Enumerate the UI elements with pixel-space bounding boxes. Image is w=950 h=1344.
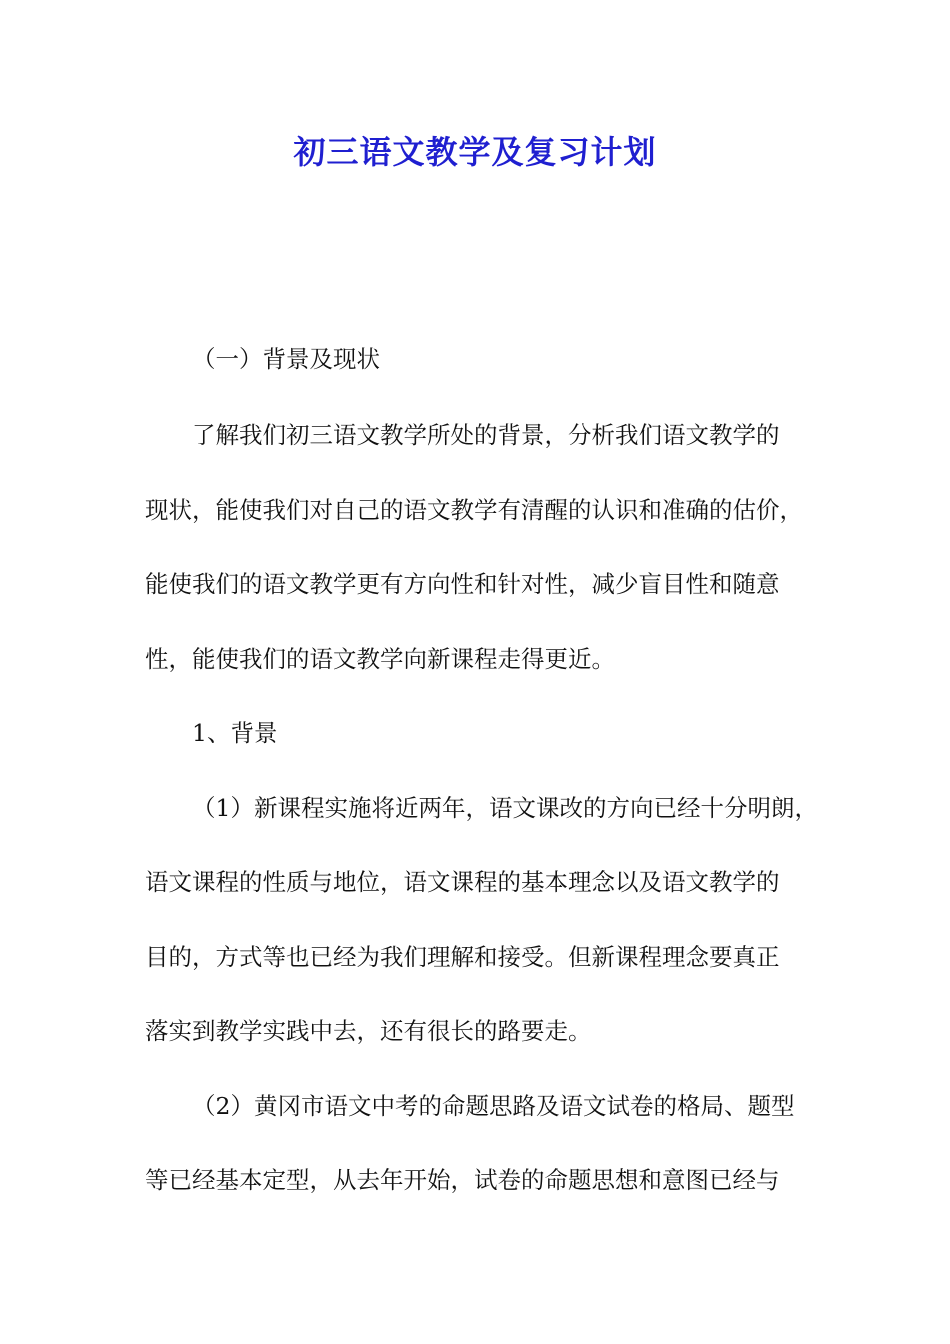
paragraph-line: 现状，能使我们对自己的语文教学有清醒的认识和准确的估价， (145, 496, 803, 524)
paragraph-line: 了解我们初三语文教学所处的背景，分析我们语文教学的 (192, 421, 780, 449)
subsection-heading-background: 1、背景 (192, 719, 278, 747)
paragraph-line: （1）新课程实施将近两年，语文课改的方向已经十分明朗， (192, 794, 818, 822)
paragraph-line: 能使我们的语文教学更有方向性和针对性，减少盲目性和随意 (145, 570, 780, 598)
paragraph-line: 语文课程的性质与地位，语文课程的基本理念以及语文教学的 (145, 868, 780, 896)
paragraph-line: 等已经基本定型，从去年开始，试卷的命题思想和意图已经与 (145, 1166, 780, 1194)
paragraph-line: 落实到教学实践中去，还有很长的路要走。 (145, 1017, 592, 1045)
section-heading-background: （一）背景及现状 (192, 345, 380, 373)
paragraph-line: 性，能使我们的语文教学向新课程走得更近。 (145, 645, 615, 673)
paragraph-line: （2）黄冈市语文中考的命题思路及语文试卷的格局、题型 (192, 1092, 795, 1120)
paragraph-line: 目的，方式等也已经为我们理解和接受。但新课程理念要真正 (145, 943, 780, 971)
document-title: 初三语文教学及复习计划 (293, 133, 657, 171)
